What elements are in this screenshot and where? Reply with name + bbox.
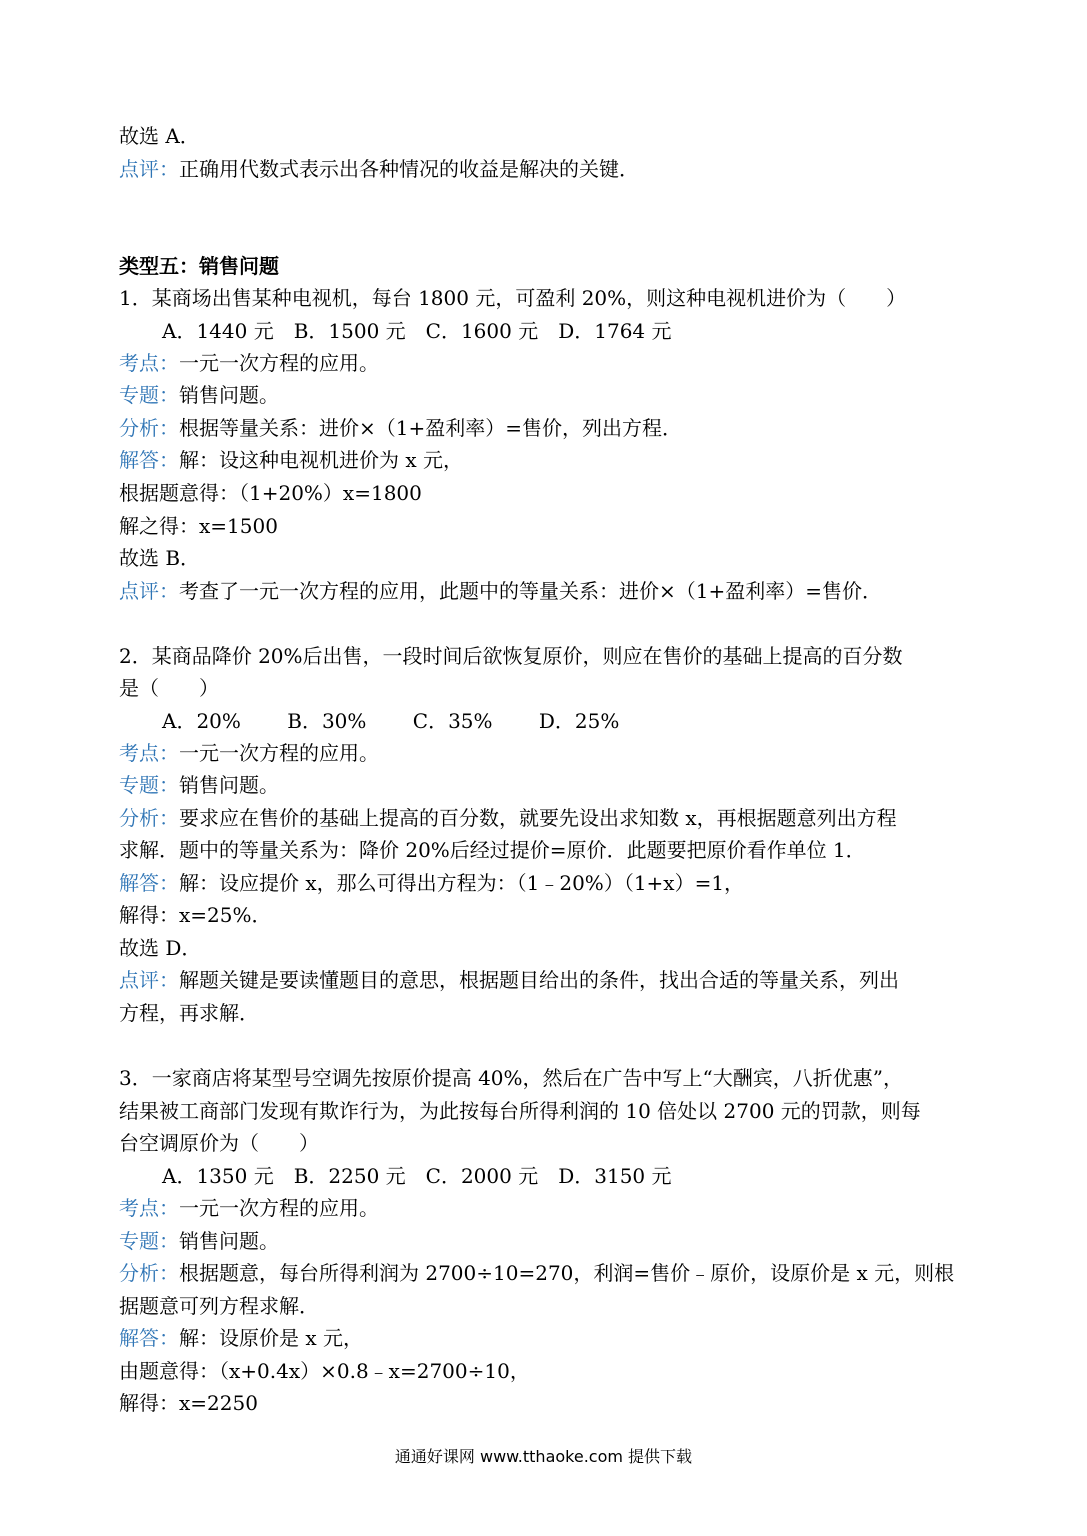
q1-answer: 故选 B． <box>119 546 201 570</box>
q2-fenxi-tag: 分析： <box>119 806 179 830</box>
q1-dianping-text: 考查了一元一次方程的应用，此题中的等量关系：进价×（1+盈利率）=售价． <box>179 579 882 603</box>
q1-kaodian-text: 一元一次方程的应用。 <box>179 351 379 375</box>
q2-fenxi <box>119 804 897 832</box>
section-title: 类型五：销售问题 <box>119 254 279 278</box>
q3-fenxi <box>119 1259 954 1287</box>
q1-step: 解之得：x=1500 <box>119 514 278 538</box>
q2-answer: 故选 D． <box>119 936 202 960</box>
q2-fenxi-cont: 求解．题中的等量关系为：降价 20%后经过提价=原价．此题要把原价看作单位 1． <box>119 838 866 862</box>
q3-step: 由题意得：（x+0.4x）×0.8﹣x=2700÷10， <box>119 1359 530 1383</box>
answer-line: 故选 A． <box>119 124 200 148</box>
q1-step: 根据题意得：（1+20%）x=1800 <box>119 481 422 505</box>
comment-tag: 点评： <box>119 157 179 181</box>
q2-options: A．20% B．30% C．35% D．25% <box>162 709 620 733</box>
q2-kaodian-tag: 考点： <box>119 741 179 765</box>
q3-jieda-tag: 解答： <box>119 1326 179 1350</box>
q3-stem: 台空调原价为（ ） <box>119 1131 319 1155</box>
q2-dianping-tag: 点评： <box>119 968 179 992</box>
q2-stem: 2．某商品降价 20%后出售，一段时间后欲恢复原价，则应在售价的基础上提高的百分数 <box>119 644 903 668</box>
q2-dianping-cont: 方程，再求解． <box>119 1001 259 1025</box>
q2-jieda-tag: 解答： <box>119 871 179 895</box>
q1-stem: 1．某商场出售某种电视机，每台 1800 元，可盈利 20%，则这种电视机进价为（ ） <box>119 286 907 310</box>
q2-stem: 是（ ） <box>119 676 219 700</box>
q3-kaodian <box>119 1194 379 1222</box>
q1-fenxi-text: 根据等量关系：进价×（1+盈利率）=售价，列出方程． <box>179 416 682 440</box>
q2-step: 解得：x=25%． <box>119 903 272 927</box>
q1-kaodian-tag: 考点： <box>119 351 179 375</box>
q3-stem: 结果被工商部门发现有欺诈行为，为此按每台所得利润的 10 倍处以 2700 元的罚款，则每 <box>119 1099 921 1123</box>
q3-options: A．1350 元 B．2250 元 C．2000 元 D．3150 元 <box>162 1164 672 1188</box>
q3-fenxi-text: 根据题意，每台所得利润为 2700÷10=270，利润=售价﹣原价，设原价是 x 元，则根 <box>179 1261 955 1285</box>
q2-kaodian-text: 一元一次方程的应用。 <box>179 741 379 765</box>
q2-zhuanti-tag: 专题： <box>119 773 179 797</box>
q1-dianping-tag: 点评： <box>119 579 179 603</box>
q3-zhuanti-text: 销售问题。 <box>179 1229 279 1253</box>
q1-zhuanti-text: 销售问题。 <box>179 383 279 407</box>
q1-jieda-tag: 解答： <box>119 448 179 472</box>
page-footer: 通通好课网 www.tthaoke.com 提供下载 <box>394 1447 693 1466</box>
q3-jieda <box>119 1324 363 1352</box>
comment-line <box>119 155 639 183</box>
q2-jieda-text: 解：设应提价 x，那么可得出方程为：（1﹣20%）（1+x）=1， <box>179 871 745 895</box>
q2-fenxi-text: 要求应在售价的基础上提高的百分数，就要先设出求知数 x，再根据题意列出方程 <box>179 806 897 830</box>
q1-options: A．1440 元 B．1500 元 C．1600 元 D．1764 元 <box>162 319 672 343</box>
q1-jieda-text: 解：设这种电视机进价为 x 元， <box>179 448 463 472</box>
q3-zhuanti-tag: 专题： <box>119 1229 179 1253</box>
q3-zhuanti <box>119 1227 279 1255</box>
comment-text: 正确用代数式表示出各种情况的收益是解决的关键． <box>179 157 639 181</box>
q1-fenxi <box>119 414 682 442</box>
q1-kaodian <box>119 349 379 377</box>
q1-zhuanti <box>119 381 279 409</box>
q1-dianping <box>119 577 882 605</box>
q1-fenxi-tag: 分析： <box>119 416 179 440</box>
q3-fenxi-cont: 据题意可列方程求解． <box>119 1294 319 1318</box>
q2-zhuanti-text: 销售问题。 <box>179 773 279 797</box>
q1-zhuanti-tag: 专题： <box>119 383 179 407</box>
q3-fenxi-tag: 分析： <box>119 1261 179 1285</box>
q2-zhuanti <box>119 771 279 799</box>
q3-step: 解得：x=2250 <box>119 1391 258 1415</box>
q1-jieda <box>119 446 463 474</box>
q3-stem: 3．一家商店将某型号空调先按原价提高 40%，然后在广告中写上“大酬宾，八折优惠”， <box>119 1066 903 1090</box>
q3-kaodian-tag: 考点： <box>119 1196 179 1220</box>
q2-kaodian <box>119 739 379 767</box>
q3-kaodian-text: 一元一次方程的应用。 <box>179 1196 379 1220</box>
q3-jieda-text: 解：设原价是 x 元， <box>179 1326 363 1350</box>
q2-dianping <box>119 966 899 994</box>
q2-dianping-text: 解题关键是要读懂题目的意思，根据题目给出的条件，找出合适的等量关系，列出 <box>179 968 899 992</box>
q2-jieda <box>119 869 744 897</box>
